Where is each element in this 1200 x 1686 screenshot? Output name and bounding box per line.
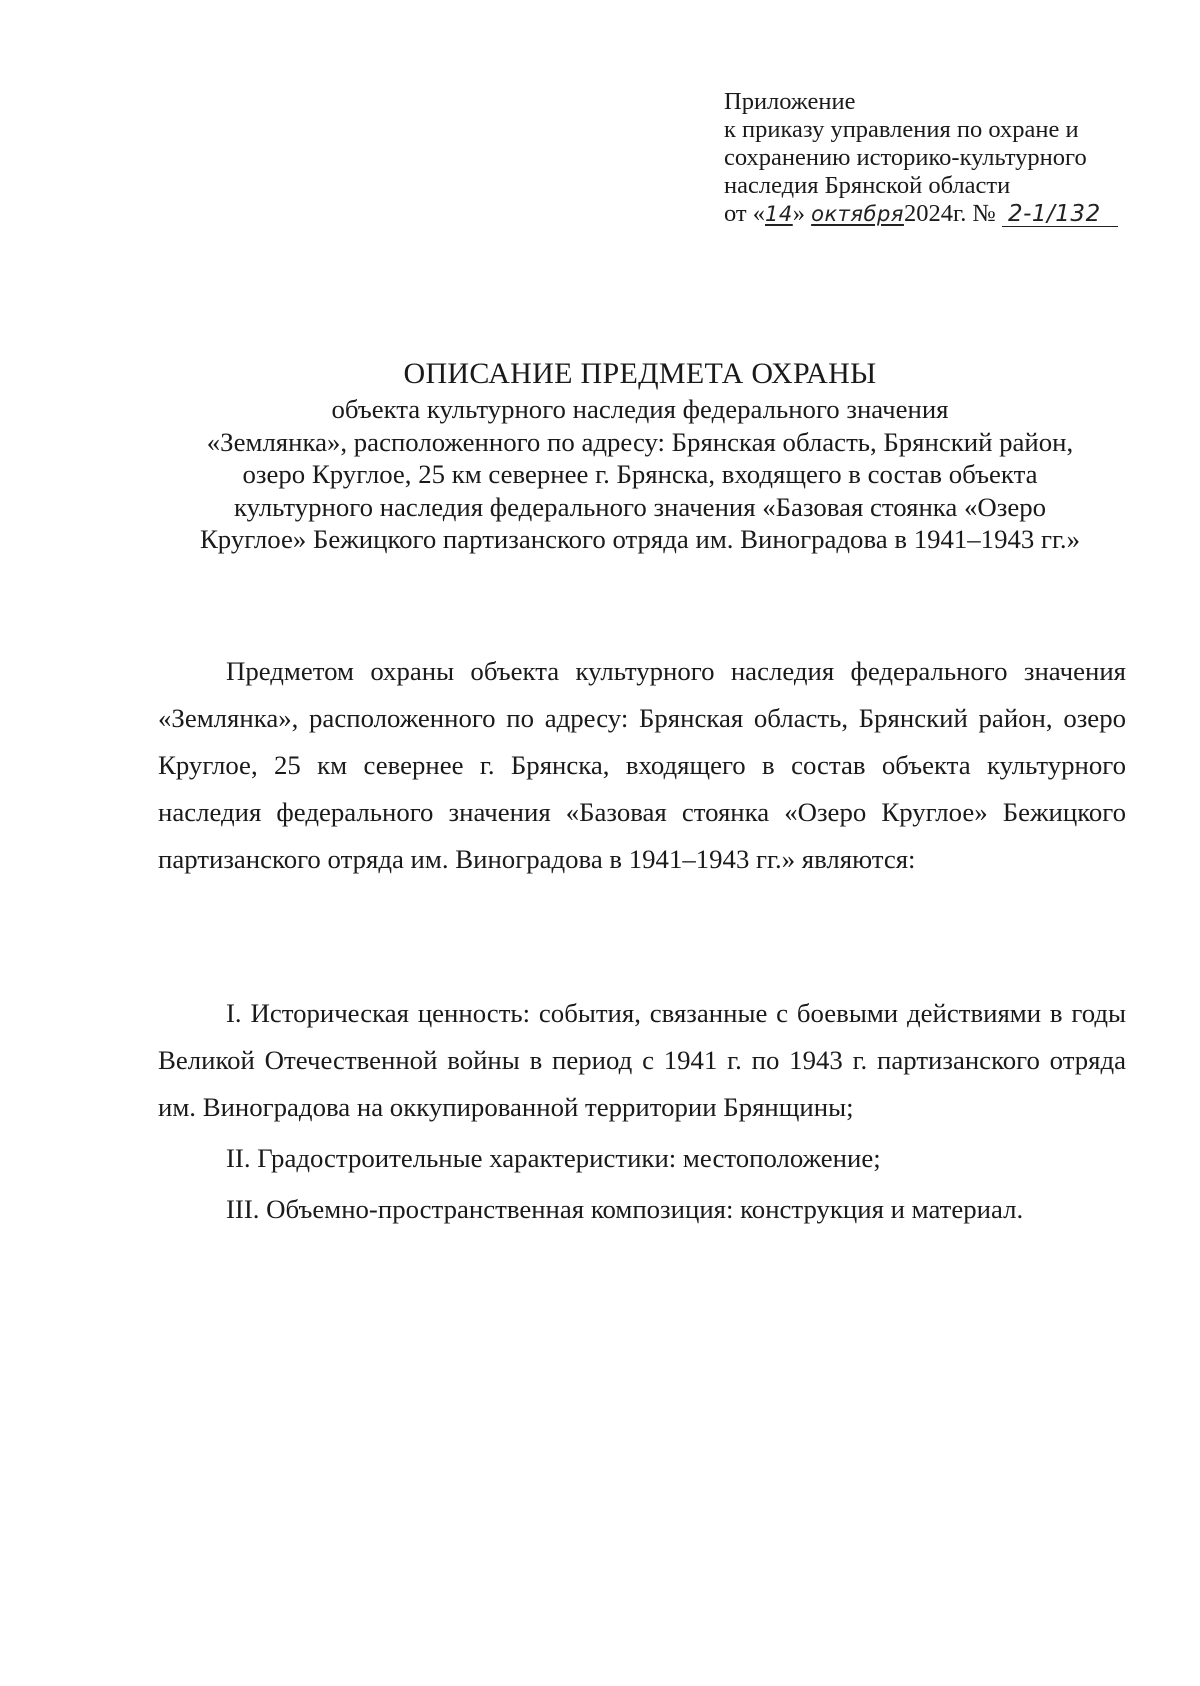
- handwritten-day: 14: [765, 202, 793, 226]
- main-paragraph: Предметом охраны объекта культурного наследия федерального значения «Землянка», расположенного по адресу: Брянская область, Брянский район, озеро Круглое, 25 км севернее г. Брянска, входящего в состав объекта культурного наследия федерального значения «Базовая стоянка «Озеро Круглое» Бежицкого партизанского отряда им. Виноградова в 1941–1943 гг.» являются:: [158, 656, 1126, 874]
- date-prefix: от «: [724, 200, 766, 227]
- appendix-line: сохранению историко-культурного: [724, 144, 1087, 171]
- subtitle-line: культурного наследия федерального значения «Базовая стоянка «Озеро: [233, 491, 1047, 522]
- date-year: 2024г. №: [903, 200, 1002, 227]
- subtitle-line: Круглое» Бежицкого партизанского отряда им. Виноградова в 1941–1943 гг.»: [199, 524, 1081, 554]
- list-item: I. Историческая ценность: события, связанные с боевыми действиями в годы Великой Отечественной войны в период с 1941 г. по 1943 г. партизанского отряда им. Виноградова на оккупированной территории Брянщины;: [158, 998, 1126, 1122]
- handwritten-order-number: 2-1/132: [1002, 202, 1118, 227]
- order-date-line: [724, 200, 1164, 228]
- document-subtitle: [110, 393, 1170, 556]
- subtitle-line: «Землянка», расположенного по адресу: Брянская область, Брянский район,: [206, 426, 1074, 457]
- title-block: [110, 357, 1170, 556]
- subtitle-line: объекта культурного наследия федерального значения: [331, 394, 949, 424]
- appendix-line: наследия Брянской области: [724, 172, 1011, 199]
- appendix-header: [724, 88, 1164, 228]
- list-item: III. Объемно-пространственная композиция: конструкция и материал.: [226, 1194, 1024, 1224]
- date-mid: »: [792, 200, 812, 227]
- appendix-line: Приложение: [724, 88, 856, 115]
- subtitle-line: озеро Круглое, 25 км севернее г. Брянска, входящего в состав объекта: [242, 459, 1038, 489]
- handwritten-month: октября: [811, 202, 904, 226]
- document-title: ОПИСАНИЕ ПРЕДМЕТА ОХРАНЫ: [403, 357, 877, 390]
- main-paragraph-block: [158, 648, 1126, 883]
- list-item: II. Градостроительные характеристики: местоположение;: [226, 1143, 881, 1173]
- protection-items-list: [158, 990, 1126, 1233]
- appendix-line: к приказу управления по охране и: [724, 116, 1079, 143]
